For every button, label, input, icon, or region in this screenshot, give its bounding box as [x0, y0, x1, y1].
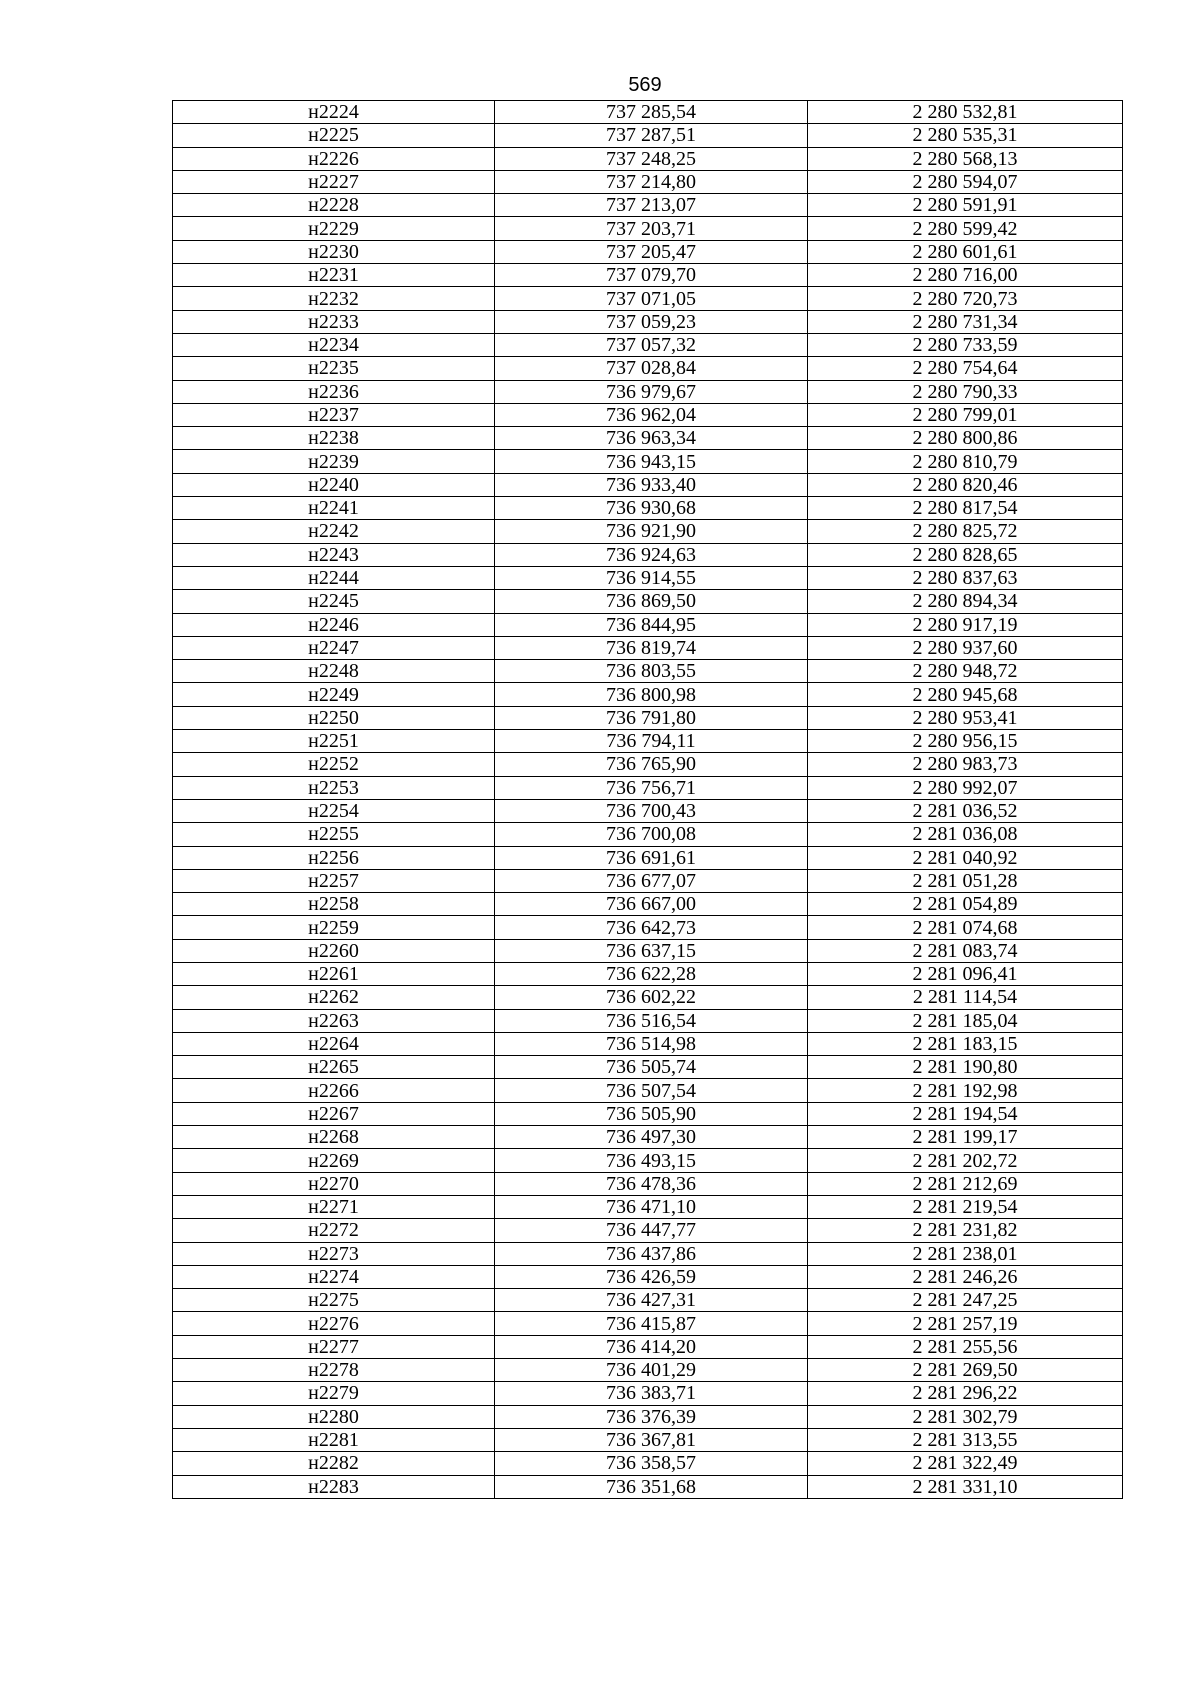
x-coordinate-cell: 736 756,71 [495, 776, 808, 799]
y-coordinate-cell: 2 280 591,91 [808, 194, 1123, 217]
y-coordinate-cell: 2 281 247,25 [808, 1289, 1123, 1312]
table-row [173, 170, 1123, 193]
y-coordinate-cell: 2 280 720,73 [808, 287, 1123, 310]
x-coordinate-cell: 736 437,86 [495, 1242, 808, 1265]
y-coordinate-cell: 2 280 535,31 [808, 124, 1123, 147]
point-id-cell: н2262 [173, 986, 495, 1009]
table-row [173, 333, 1123, 356]
x-coordinate-cell: 736 677,07 [495, 869, 808, 892]
point-id-cell: н2282 [173, 1452, 495, 1475]
point-id-cell: н2279 [173, 1382, 495, 1405]
x-coordinate-cell: 736 700,08 [495, 823, 808, 846]
x-coordinate-cell: 736 803,55 [495, 660, 808, 683]
table-row [173, 1032, 1123, 1055]
point-id-cell: н2248 [173, 660, 495, 683]
x-coordinate-cell: 736 933,40 [495, 473, 808, 496]
table-row [173, 986, 1123, 1009]
point-id-cell: н2254 [173, 799, 495, 822]
y-coordinate-cell: 2 281 269,50 [808, 1359, 1123, 1382]
table-row [173, 1475, 1123, 1498]
table-row [173, 1126, 1123, 1149]
point-id-cell: н2235 [173, 357, 495, 380]
point-id-cell: н2272 [173, 1219, 495, 1242]
point-id-cell: н2253 [173, 776, 495, 799]
point-id-cell: н2271 [173, 1195, 495, 1218]
y-coordinate-cell: 2 281 040,92 [808, 846, 1123, 869]
y-coordinate-cell: 2 280 800,86 [808, 427, 1123, 450]
table-row [173, 683, 1123, 706]
table-row [173, 823, 1123, 846]
y-coordinate-cell: 2 280 837,63 [808, 566, 1123, 589]
table-row [173, 427, 1123, 450]
point-id-cell: н2244 [173, 566, 495, 589]
x-coordinate-cell: 736 376,39 [495, 1405, 808, 1428]
x-coordinate-cell: 736 415,87 [495, 1312, 808, 1335]
table-row [173, 543, 1123, 566]
y-coordinate-cell: 2 281 255,56 [808, 1335, 1123, 1358]
table-row [173, 1102, 1123, 1125]
y-coordinate-cell: 2 280 956,15 [808, 730, 1123, 753]
point-id-cell: н2250 [173, 706, 495, 729]
point-id-cell: н2273 [173, 1242, 495, 1265]
point-id-cell: н2270 [173, 1172, 495, 1195]
table-row [173, 1382, 1123, 1405]
y-coordinate-cell: 2 281 183,15 [808, 1032, 1123, 1055]
table-row [173, 590, 1123, 613]
point-id-cell: н2224 [173, 101, 495, 124]
x-coordinate-cell: 736 979,67 [495, 380, 808, 403]
y-coordinate-cell: 2 281 114,54 [808, 986, 1123, 1009]
x-coordinate-cell: 736 794,11 [495, 730, 808, 753]
x-coordinate-cell: 736 869,50 [495, 590, 808, 613]
x-coordinate-cell: 736 401,29 [495, 1359, 808, 1382]
y-coordinate-cell: 2 281 302,79 [808, 1405, 1123, 1428]
table-row [173, 1149, 1123, 1172]
x-coordinate-cell: 736 844,95 [495, 613, 808, 636]
point-id-cell: н2243 [173, 543, 495, 566]
y-coordinate-cell: 2 281 096,41 [808, 962, 1123, 985]
x-coordinate-cell: 737 079,70 [495, 264, 808, 287]
point-id-cell: н2233 [173, 310, 495, 333]
point-id-cell: н2225 [173, 124, 495, 147]
x-coordinate-cell: 736 505,74 [495, 1056, 808, 1079]
y-coordinate-cell: 2 280 937,60 [808, 636, 1123, 659]
y-coordinate-cell: 2 281 219,54 [808, 1195, 1123, 1218]
table-row [173, 1405, 1123, 1428]
table-row [173, 124, 1123, 147]
x-coordinate-cell: 736 642,73 [495, 916, 808, 939]
x-coordinate-cell: 736 930,68 [495, 497, 808, 520]
y-coordinate-cell: 2 280 601,61 [808, 240, 1123, 263]
x-coordinate-cell: 737 287,51 [495, 124, 808, 147]
table-row [173, 497, 1123, 520]
point-id-cell: н2263 [173, 1009, 495, 1032]
y-coordinate-cell: 2 281 192,98 [808, 1079, 1123, 1102]
y-coordinate-cell: 2 280 948,72 [808, 660, 1123, 683]
y-coordinate-cell: 2 281 202,72 [808, 1149, 1123, 1172]
y-coordinate-cell: 2 281 246,26 [808, 1265, 1123, 1288]
point-id-cell: н2276 [173, 1312, 495, 1335]
y-coordinate-cell: 2 280 983,73 [808, 753, 1123, 776]
point-id-cell: н2259 [173, 916, 495, 939]
table-row [173, 520, 1123, 543]
y-coordinate-cell: 2 281 054,89 [808, 893, 1123, 916]
y-coordinate-cell: 2 281 036,08 [808, 823, 1123, 846]
point-id-cell: н2275 [173, 1289, 495, 1312]
x-coordinate-cell: 736 943,15 [495, 450, 808, 473]
x-coordinate-cell: 737 214,80 [495, 170, 808, 193]
table-row [173, 776, 1123, 799]
point-id-cell: н2236 [173, 380, 495, 403]
x-coordinate-cell: 736 447,77 [495, 1219, 808, 1242]
point-id-cell: н2246 [173, 613, 495, 636]
point-id-cell: н2256 [173, 846, 495, 869]
y-coordinate-cell: 2 280 594,07 [808, 170, 1123, 193]
x-coordinate-cell: 736 383,71 [495, 1382, 808, 1405]
x-coordinate-cell: 736 351,68 [495, 1475, 808, 1498]
x-coordinate-cell: 736 507,54 [495, 1079, 808, 1102]
point-id-cell: н2266 [173, 1079, 495, 1102]
table-row [173, 939, 1123, 962]
table-row [173, 1079, 1123, 1102]
y-coordinate-cell: 2 280 790,33 [808, 380, 1123, 403]
point-id-cell: н2278 [173, 1359, 495, 1382]
table-row [173, 240, 1123, 263]
x-coordinate-cell: 736 471,10 [495, 1195, 808, 1218]
table-row [173, 1265, 1123, 1288]
table-row [173, 1172, 1123, 1195]
y-coordinate-cell: 2 280 568,13 [808, 147, 1123, 170]
y-coordinate-cell: 2 280 992,07 [808, 776, 1123, 799]
y-coordinate-cell: 2 281 238,01 [808, 1242, 1123, 1265]
y-coordinate-cell: 2 280 945,68 [808, 683, 1123, 706]
x-coordinate-cell: 736 791,80 [495, 706, 808, 729]
point-id-cell: н2261 [173, 962, 495, 985]
y-coordinate-cell: 2 280 817,54 [808, 497, 1123, 520]
table-row [173, 962, 1123, 985]
y-coordinate-cell: 2 281 051,28 [808, 869, 1123, 892]
point-id-cell: н2257 [173, 869, 495, 892]
point-id-cell: н2226 [173, 147, 495, 170]
y-coordinate-cell: 2 280 799,01 [808, 403, 1123, 426]
y-coordinate-cell: 2 281 331,10 [808, 1475, 1123, 1498]
y-coordinate-cell: 2 280 532,81 [808, 101, 1123, 124]
y-coordinate-cell: 2 281 190,80 [808, 1056, 1123, 1079]
x-coordinate-cell: 737 203,71 [495, 217, 808, 240]
table-row [173, 916, 1123, 939]
table-row [173, 753, 1123, 776]
point-id-cell: н2277 [173, 1335, 495, 1358]
point-id-cell: н2228 [173, 194, 495, 217]
point-id-cell: н2234 [173, 333, 495, 356]
x-coordinate-cell: 736 963,34 [495, 427, 808, 450]
point-id-cell: н2230 [173, 240, 495, 263]
table-row [173, 1335, 1123, 1358]
x-coordinate-cell: 736 819,74 [495, 636, 808, 659]
x-coordinate-cell: 736 700,43 [495, 799, 808, 822]
table-row [173, 310, 1123, 333]
table-row [173, 636, 1123, 659]
table-row [173, 660, 1123, 683]
table-row [173, 1009, 1123, 1032]
point-id-cell: н2281 [173, 1428, 495, 1451]
coordinates-table-body [173, 101, 1123, 1499]
table-row [173, 450, 1123, 473]
y-coordinate-cell: 2 280 820,46 [808, 473, 1123, 496]
x-coordinate-cell: 736 414,20 [495, 1335, 808, 1358]
x-coordinate-cell: 737 071,05 [495, 287, 808, 310]
point-id-cell: н2274 [173, 1265, 495, 1288]
table-row [173, 566, 1123, 589]
x-coordinate-cell: 736 924,63 [495, 543, 808, 566]
table-row [173, 613, 1123, 636]
x-coordinate-cell: 736 800,98 [495, 683, 808, 706]
y-coordinate-cell: 2 280 917,19 [808, 613, 1123, 636]
x-coordinate-cell: 737 059,23 [495, 310, 808, 333]
y-coordinate-cell: 2 281 313,55 [808, 1428, 1123, 1451]
x-coordinate-cell: 736 516,54 [495, 1009, 808, 1032]
coordinates-table [172, 100, 1123, 1499]
point-id-cell: н2227 [173, 170, 495, 193]
y-coordinate-cell: 2 280 731,34 [808, 310, 1123, 333]
table-row [173, 147, 1123, 170]
table-row [173, 1289, 1123, 1312]
x-coordinate-cell: 737 285,54 [495, 101, 808, 124]
point-id-cell: н2237 [173, 403, 495, 426]
y-coordinate-cell: 2 281 185,04 [808, 1009, 1123, 1032]
y-coordinate-cell: 2 280 599,42 [808, 217, 1123, 240]
y-coordinate-cell: 2 281 036,52 [808, 799, 1123, 822]
point-id-cell: н2258 [173, 893, 495, 916]
table-row [173, 101, 1123, 124]
point-id-cell: н2232 [173, 287, 495, 310]
x-coordinate-cell: 736 367,81 [495, 1428, 808, 1451]
y-coordinate-cell: 2 280 825,72 [808, 520, 1123, 543]
y-coordinate-cell: 2 280 894,34 [808, 590, 1123, 613]
y-coordinate-cell: 2 281 231,82 [808, 1219, 1123, 1242]
point-id-cell: н2269 [173, 1149, 495, 1172]
table-row [173, 1195, 1123, 1218]
table-row [173, 380, 1123, 403]
x-coordinate-cell: 736 478,36 [495, 1172, 808, 1195]
table-row [173, 1312, 1123, 1335]
x-coordinate-cell: 736 765,90 [495, 753, 808, 776]
y-coordinate-cell: 2 280 953,41 [808, 706, 1123, 729]
x-coordinate-cell: 736 505,90 [495, 1102, 808, 1125]
table-row [173, 403, 1123, 426]
point-id-cell: н2264 [173, 1032, 495, 1055]
table-row [173, 1359, 1123, 1382]
x-coordinate-cell: 736 514,98 [495, 1032, 808, 1055]
x-coordinate-cell: 736 637,15 [495, 939, 808, 962]
y-coordinate-cell: 2 280 828,65 [808, 543, 1123, 566]
y-coordinate-cell: 2 281 083,74 [808, 939, 1123, 962]
point-id-cell: н2238 [173, 427, 495, 450]
x-coordinate-cell: 736 426,59 [495, 1265, 808, 1288]
y-coordinate-cell: 2 280 810,79 [808, 450, 1123, 473]
table-row [173, 473, 1123, 496]
x-coordinate-cell: 737 205,47 [495, 240, 808, 263]
point-id-cell: н2268 [173, 1126, 495, 1149]
table-row [173, 1219, 1123, 1242]
point-id-cell: н2252 [173, 753, 495, 776]
y-coordinate-cell: 2 281 296,22 [808, 1382, 1123, 1405]
page-number: 569 [628, 74, 662, 96]
table-row [173, 869, 1123, 892]
y-coordinate-cell: 2 281 074,68 [808, 916, 1123, 939]
point-id-cell: н2231 [173, 264, 495, 287]
table-row [173, 287, 1123, 310]
y-coordinate-cell: 2 280 716,00 [808, 264, 1123, 287]
point-id-cell: н2249 [173, 683, 495, 706]
x-coordinate-cell: 737 248,25 [495, 147, 808, 170]
table-row [173, 217, 1123, 240]
y-coordinate-cell: 2 280 754,64 [808, 357, 1123, 380]
y-coordinate-cell: 2 280 733,59 [808, 333, 1123, 356]
point-id-cell: н2247 [173, 636, 495, 659]
point-id-cell: н2245 [173, 590, 495, 613]
x-coordinate-cell: 737 028,84 [495, 357, 808, 380]
table-row [173, 357, 1123, 380]
table-row [173, 1242, 1123, 1265]
point-id-cell: н2229 [173, 217, 495, 240]
x-coordinate-cell: 736 497,30 [495, 1126, 808, 1149]
x-coordinate-cell: 736 602,22 [495, 986, 808, 1009]
x-coordinate-cell: 737 057,32 [495, 333, 808, 356]
table-row [173, 846, 1123, 869]
point-id-cell: н2255 [173, 823, 495, 846]
table-row [173, 730, 1123, 753]
table-row [173, 264, 1123, 287]
x-coordinate-cell: 736 921,90 [495, 520, 808, 543]
point-id-cell: н2251 [173, 730, 495, 753]
table-row [173, 1428, 1123, 1451]
point-id-cell: н2283 [173, 1475, 495, 1498]
y-coordinate-cell: 2 281 194,54 [808, 1102, 1123, 1125]
y-coordinate-cell: 2 281 322,49 [808, 1452, 1123, 1475]
point-id-cell: н2241 [173, 497, 495, 520]
x-coordinate-cell: 736 667,00 [495, 893, 808, 916]
x-coordinate-cell: 736 962,04 [495, 403, 808, 426]
table-row [173, 194, 1123, 217]
point-id-cell: н2280 [173, 1405, 495, 1428]
point-id-cell: н2239 [173, 450, 495, 473]
y-coordinate-cell: 2 281 257,19 [808, 1312, 1123, 1335]
x-coordinate-cell: 736 622,28 [495, 962, 808, 985]
y-coordinate-cell: 2 281 199,17 [808, 1126, 1123, 1149]
table-row [173, 1452, 1123, 1475]
x-coordinate-cell: 736 358,57 [495, 1452, 808, 1475]
y-coordinate-cell: 2 281 212,69 [808, 1172, 1123, 1195]
x-coordinate-cell: 736 427,31 [495, 1289, 808, 1312]
x-coordinate-cell: 736 493,15 [495, 1149, 808, 1172]
point-id-cell: н2260 [173, 939, 495, 962]
x-coordinate-cell: 737 213,07 [495, 194, 808, 217]
point-id-cell: н2242 [173, 520, 495, 543]
table-row [173, 706, 1123, 729]
table-row [173, 799, 1123, 822]
table-row [173, 893, 1123, 916]
x-coordinate-cell: 736 914,55 [495, 566, 808, 589]
point-id-cell: н2267 [173, 1102, 495, 1125]
table-row [173, 1056, 1123, 1079]
x-coordinate-cell: 736 691,61 [495, 846, 808, 869]
point-id-cell: н2240 [173, 473, 495, 496]
point-id-cell: н2265 [173, 1056, 495, 1079]
